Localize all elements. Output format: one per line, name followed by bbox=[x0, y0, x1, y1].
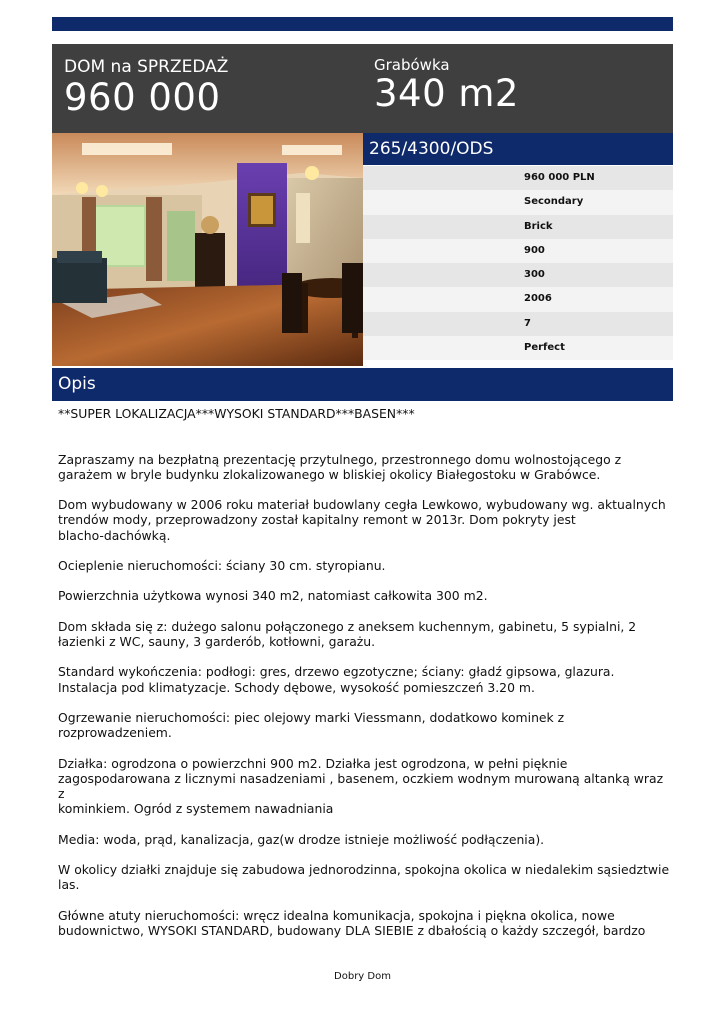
description-paragraph: Ogrzewanie nieruchomości: piec olejowy marki Viessmann, dodatkowo kominek z rozprowadzeniem. bbox=[58, 709, 565, 741]
detail-row bbox=[363, 287, 673, 311]
property-type: DOM na SPRZEDAŻ bbox=[64, 57, 229, 77]
detail-row bbox=[363, 336, 673, 360]
detail-row bbox=[363, 190, 673, 214]
description-paragraph: Powierzchnia użytkowa wynosi 340 m2, natomiast całkowita 300 m2. bbox=[58, 588, 488, 604]
property-details-table bbox=[363, 166, 673, 360]
footer-agency-name: Dobry Dom bbox=[334, 971, 391, 982]
detail-value: Brick bbox=[524, 220, 553, 232]
description-paragraph: Działka: ogrodzona o powierzchni 900 m2. Działka jest ogrodzona, w pełni pięknie zagospodarowana z licznymi nasadzeniami , basenem, oczkiem wodnym murowaną altanką wraz z kominkiem. Ogród z systemem nawadniania bbox=[58, 755, 664, 817]
detail-value: 2006 bbox=[524, 293, 552, 305]
section-title: Opis bbox=[58, 374, 96, 394]
description-body bbox=[58, 406, 670, 953]
detail-value: 960 000 PLN bbox=[524, 172, 595, 183]
description-paragraph: Dom składa się z: dużego salonu połączonego z aneksem kuchennym, gabinetu, 5 sypialni, 2 łazienki z WC, sauny, 3 garderób, kotłowni, garażu. bbox=[58, 618, 637, 649]
detail-value: Perfect bbox=[524, 342, 565, 354]
description-paragraph: Dom wybudowany w 2006 roku materiał budowlany cegła Lewkowo, wybudowany wg. aktualnych trendów mody, przeprowadzony został kapitalny remont w 2013r. Dom pokryty jest blacho-dachówką. bbox=[58, 497, 666, 543]
detail-row bbox=[363, 215, 673, 239]
description-paragraph: Media: woda, prąd, kanalizacja, gaz(w drodze istnieje możliwość podłączenia). bbox=[58, 831, 545, 847]
detail-row bbox=[363, 239, 673, 263]
detail-value: 900 bbox=[524, 244, 545, 256]
detail-value: Secondary bbox=[524, 196, 584, 208]
description-paragraph: Ocieplenie nieruchomości: ściany 30 cm. styropianu. bbox=[58, 557, 386, 573]
description-paragraph: W okolicy działki znajduje się zabudowa jednorodzinna, spokojna okolica w niedalekim sąsiedztwie las. bbox=[58, 861, 670, 893]
reference-number-bar bbox=[363, 133, 673, 165]
property-photo bbox=[52, 133, 363, 366]
detail-value: 7 bbox=[524, 317, 531, 329]
property-price: 960 000 bbox=[64, 76, 221, 119]
property-area: 340 m2 bbox=[374, 72, 519, 115]
description-paragraph: Standard wykończenia: podłogi: gres, drzewo egzotyczne; ściany: gładź gipsowa, glazura. Instalacja pod klimatyzacje. Schody dębowe, wysokość pomieszczeń 3.20 m. bbox=[58, 664, 615, 695]
listing-header bbox=[52, 44, 673, 133]
description-paragraph: Zapraszamy na bezpłatną prezentację przytulnego, przestronnego domu wolnostojącego z garażem w bryle budynku zlokalizowanego w bliskiej okolicy Białegostoku w Grabówce. bbox=[58, 451, 622, 482]
detail-row bbox=[363, 263, 673, 287]
description-headline: **SUPER LOKALIZACJA***WYSOKI STANDARD***BASEN*** bbox=[58, 406, 415, 421]
reference-number: 265/4300/ODS bbox=[369, 139, 494, 159]
description-paragraph: Główne atuty nieruchomości: wręcz idealna komunikacja, spokojna i piękna okolica, nowe budownictwo, WYSOKI STANDARD, budowany DLA SIEBIE z dbałością o każdy szczegół, bardzo bbox=[58, 907, 646, 938]
description-section-bar bbox=[52, 368, 673, 401]
detail-row bbox=[363, 166, 673, 190]
top-accent-bar bbox=[52, 17, 673, 31]
detail-value: 300 bbox=[524, 269, 545, 281]
property-location: Grabówka bbox=[374, 56, 450, 74]
detail-row bbox=[363, 312, 673, 336]
